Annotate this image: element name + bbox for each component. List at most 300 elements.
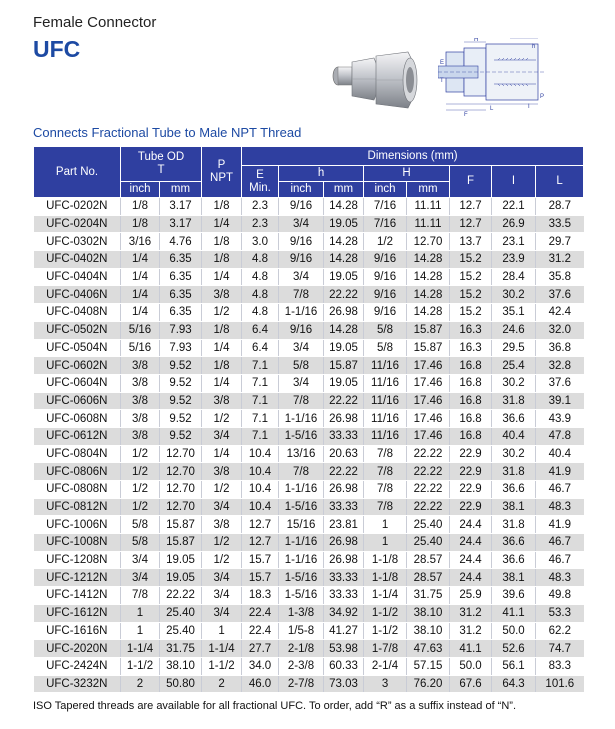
part-number-cell: UFC-0604N	[34, 374, 121, 392]
table-cell: 1/8	[202, 357, 242, 375]
table-cell: 1/8	[202, 251, 242, 269]
col-header-dimensions: Dimensions (mm)	[242, 147, 584, 166]
table-cell: 1-1/16	[279, 481, 324, 499]
table-cell: 9.52	[160, 410, 202, 428]
table-row	[34, 357, 584, 375]
table-cell: 62.2	[536, 622, 584, 640]
table-cell: 12.70	[160, 481, 202, 499]
table-row	[34, 304, 584, 322]
table-row	[34, 675, 584, 693]
table-cell: 3/8	[121, 427, 160, 445]
part-number-cell: UFC-0808N	[34, 481, 121, 499]
table-cell: 26.98	[324, 534, 364, 552]
table-cell: 1	[202, 622, 242, 640]
table-cell: 3/4	[202, 587, 242, 605]
table-cell: 27.7	[242, 640, 279, 658]
table-cell: 6.35	[160, 268, 202, 286]
col-header-tube-od-label: Tube OD	[137, 151, 185, 163]
table-row	[34, 516, 584, 534]
table-cell: 12.70	[160, 498, 202, 516]
table-cell: 24.4	[450, 569, 492, 587]
table-cell: 19.05	[324, 374, 364, 392]
table-cell: 22.9	[450, 498, 492, 516]
table-cell: 50.80	[160, 675, 202, 693]
table-cell: 17.46	[407, 357, 450, 375]
table-cell: 9.52	[160, 374, 202, 392]
table-cell: 1/2	[121, 463, 160, 481]
part-number-cell: UFC-2424N	[34, 657, 121, 675]
table-cell: 1-7/8	[364, 640, 407, 658]
table-cell: 39.1	[536, 392, 584, 410]
table-cell: 36.6	[492, 551, 536, 569]
table-cell: 11.11	[407, 215, 450, 233]
table-cell: 17.46	[407, 427, 450, 445]
table-cell: 33.33	[324, 498, 364, 516]
table-cell: 9/16	[279, 198, 324, 216]
table-cell: 17.46	[407, 410, 450, 428]
table-cell: 5/8	[364, 321, 407, 339]
table-cell: 3/4	[121, 551, 160, 569]
table-cell: 14.28	[407, 286, 450, 304]
table-cell: 53.3	[536, 604, 584, 622]
table-cell: 7/8	[364, 481, 407, 499]
table-cell: 83.3	[536, 657, 584, 675]
table-cell: 1-1/16	[279, 410, 324, 428]
table-cell: 11.11	[407, 198, 450, 216]
table-cell: 42.4	[536, 304, 584, 322]
table-cell: 31.75	[407, 587, 450, 605]
col-header-tube-mm: mm	[160, 182, 202, 198]
table-cell: 1/5-8	[279, 622, 324, 640]
table-cell: 3.0	[242, 233, 279, 251]
table-cell: 10.4	[242, 498, 279, 516]
table-cell: 7/8	[364, 463, 407, 481]
table-row	[34, 569, 584, 587]
table-cell: 22.4	[242, 622, 279, 640]
part-number-cell: UFC-0204N	[34, 215, 121, 233]
table-cell: 35.8	[536, 268, 584, 286]
table-cell: 32.8	[536, 357, 584, 375]
table-cell: 11/16	[364, 374, 407, 392]
table-cell: 30.2	[492, 286, 536, 304]
table-cell: 19.05	[324, 268, 364, 286]
table-cell: 4.76	[160, 233, 202, 251]
table-cell: 31.2	[536, 251, 584, 269]
table-cell: 56.1	[492, 657, 536, 675]
table-cell: 37.6	[536, 374, 584, 392]
table-cell: 3/8	[121, 410, 160, 428]
table-cell: 22.9	[450, 463, 492, 481]
col-header-tube-od	[121, 147, 202, 182]
table-cell: 1-1/8	[364, 569, 407, 587]
product-description: Connects Fractional Tube to Male NPT Thread	[33, 125, 302, 140]
table-cell: 28.57	[407, 569, 450, 587]
table-cell: 74.7	[536, 640, 584, 658]
col-header-tube-inch: inch	[121, 182, 160, 198]
table-cell: 3/8	[202, 516, 242, 534]
part-number-cell: UFC-1412N	[34, 587, 121, 605]
table-cell: 7/8	[279, 286, 324, 304]
table-cell: 38.10	[407, 604, 450, 622]
table-cell: 1/8	[202, 198, 242, 216]
table-cell: 30.2	[492, 445, 536, 463]
table-cell: 1-1/16	[279, 551, 324, 569]
table-cell: 10.4	[242, 463, 279, 481]
table-cell: 1/2	[202, 304, 242, 322]
table-cell: 12.70	[160, 463, 202, 481]
table-cell: 22.22	[407, 481, 450, 499]
table-cell: 1-3/8	[279, 604, 324, 622]
col-header-h-inch: inch	[279, 182, 324, 198]
table-cell: 52.6	[492, 640, 536, 658]
table-cell: 22.22	[324, 392, 364, 410]
part-number-cell: UFC-1008N	[34, 534, 121, 552]
table-cell: 7.1	[242, 427, 279, 445]
table-cell: 1/4	[202, 339, 242, 357]
table-cell: 28.4	[492, 268, 536, 286]
table-cell: 30.2	[492, 374, 536, 392]
table-cell: 1/4	[121, 286, 160, 304]
table-cell: 31.8	[492, 463, 536, 481]
table-cell: 35.1	[492, 304, 536, 322]
table-cell: 25.40	[407, 516, 450, 534]
table-cell: 3/4	[279, 339, 324, 357]
table-cell: 33.33	[324, 569, 364, 587]
table-cell: 41.9	[536, 463, 584, 481]
table-cell: 9/16	[279, 321, 324, 339]
table-cell: 17.46	[407, 392, 450, 410]
table-row	[34, 481, 584, 499]
table-cell: 14.28	[324, 233, 364, 251]
dim-label-I: I	[528, 104, 530, 110]
product-category: Female Connector	[33, 14, 157, 31]
table-cell: 1/8	[121, 198, 160, 216]
table-cell: 31.2	[450, 622, 492, 640]
table-cell: 12.7	[450, 198, 492, 216]
table-cell: 12.70	[160, 445, 202, 463]
table-cell: 57.15	[407, 657, 450, 675]
table-cell: 7/16	[364, 198, 407, 216]
table-cell: 18.3	[242, 587, 279, 605]
table-cell: 12.7	[242, 516, 279, 534]
table-cell: 16.3	[450, 339, 492, 357]
col-header-f: F	[450, 166, 492, 198]
fitting-photo-icon	[330, 46, 420, 114]
table-cell: 26.98	[324, 551, 364, 569]
part-number-cell: UFC-0406N	[34, 286, 121, 304]
table-row	[34, 215, 584, 233]
table-cell: 4.8	[242, 304, 279, 322]
table-cell: 15.7	[242, 551, 279, 569]
table-row	[34, 657, 584, 675]
spec-table	[33, 146, 584, 693]
part-number-cell: UFC-0302N	[34, 233, 121, 251]
table-cell: 31.8	[492, 392, 536, 410]
table-cell: 14.28	[324, 321, 364, 339]
table-cell: 16.8	[450, 374, 492, 392]
table-cell: 5/16	[121, 321, 160, 339]
table-cell: 6.4	[242, 339, 279, 357]
part-number-cell: UFC-1208N	[34, 551, 121, 569]
table-cell: 7.1	[242, 374, 279, 392]
part-number-cell: UFC-0408N	[34, 304, 121, 322]
table-cell: 7.93	[160, 339, 202, 357]
table-cell: 1	[121, 604, 160, 622]
table-cell: 6.35	[160, 286, 202, 304]
table-cell: 41.27	[324, 622, 364, 640]
table-cell: 2.3	[242, 198, 279, 216]
table-cell: 25.40	[160, 622, 202, 640]
table-cell: 9/16	[364, 304, 407, 322]
table-row	[34, 534, 584, 552]
table-cell: 7.1	[242, 392, 279, 410]
table-cell: 101.6	[536, 675, 584, 693]
part-number-cell: UFC-2020N	[34, 640, 121, 658]
table-row	[34, 233, 584, 251]
part-number-cell: UFC-0404N	[34, 268, 121, 286]
col-header-small-h: h	[279, 166, 364, 182]
table-row	[34, 374, 584, 392]
table-cell: 9/16	[279, 233, 324, 251]
part-number-cell: UFC-0602N	[34, 357, 121, 375]
table-cell: 16.8	[450, 427, 492, 445]
table-cell: 15.87	[407, 339, 450, 357]
table-cell: 36.6	[492, 534, 536, 552]
table-cell: 24.4	[450, 551, 492, 569]
table-cell: 1-5/16	[279, 427, 324, 445]
table-cell: 15.87	[160, 534, 202, 552]
table-cell: 25.40	[407, 534, 450, 552]
table-cell: 3	[364, 675, 407, 693]
table-cell: 2-7/8	[279, 675, 324, 693]
col-header-tube-t-label: T	[157, 164, 165, 176]
table-cell: 7/8	[121, 587, 160, 605]
dim-label-H: H	[474, 38, 479, 43]
table-cell: 37.6	[536, 286, 584, 304]
table-cell: 34.92	[324, 604, 364, 622]
dim-label-L: L	[490, 106, 494, 112]
table-cell: 1/2	[121, 445, 160, 463]
table-cell: 20.63	[324, 445, 364, 463]
table-cell: 1-1/2	[364, 604, 407, 622]
table-cell: 5/8	[364, 339, 407, 357]
table-row	[34, 640, 584, 658]
table-cell: 31.75	[160, 640, 202, 658]
table-cell: 25.9	[450, 587, 492, 605]
table-cell: 3/8	[121, 392, 160, 410]
table-cell: 1-1/4	[202, 640, 242, 658]
table-cell: 64.3	[492, 675, 536, 693]
table-cell: 22.22	[324, 463, 364, 481]
table-cell: 26.98	[324, 410, 364, 428]
table-cell: 48.3	[536, 569, 584, 587]
table-row	[34, 445, 584, 463]
table-cell: 3/8	[202, 392, 242, 410]
table-cell: 15/16	[279, 516, 324, 534]
table-cell: 10.4	[242, 445, 279, 463]
table-cell: 15.2	[450, 286, 492, 304]
table-cell: 15.87	[160, 516, 202, 534]
table-cell: 7.93	[160, 321, 202, 339]
table-cell: 41.1	[492, 604, 536, 622]
table-cell: 46.7	[536, 534, 584, 552]
table-cell: 47.8	[536, 427, 584, 445]
table-cell: 1-1/4	[364, 587, 407, 605]
table-cell: 1/2	[202, 551, 242, 569]
table-cell: 2-3/8	[279, 657, 324, 675]
table-cell: 15.2	[450, 268, 492, 286]
table-cell: 9.52	[160, 392, 202, 410]
table-cell: 60.33	[324, 657, 364, 675]
table-cell: 25.4	[492, 357, 536, 375]
table-cell: 47.63	[407, 640, 450, 658]
table-cell: 1/8	[202, 233, 242, 251]
table-cell: 22.1	[492, 198, 536, 216]
table-cell: 38.10	[160, 657, 202, 675]
table-cell: 15.87	[407, 321, 450, 339]
table-cell: 13.7	[450, 233, 492, 251]
part-number-cell: UFC-1612N	[34, 604, 121, 622]
table-cell: 3/8	[121, 374, 160, 392]
part-number-cell: UFC-0812N	[34, 498, 121, 516]
dim-label-F: F	[464, 112, 468, 116]
table-row	[34, 463, 584, 481]
table-cell: 53.98	[324, 640, 364, 658]
table-cell: 1-1/8	[364, 551, 407, 569]
table-cell: 1/2	[364, 233, 407, 251]
table-cell: 33.5	[536, 215, 584, 233]
table-cell: 3/4	[202, 498, 242, 516]
table-cell: 24.6	[492, 321, 536, 339]
table-row	[34, 410, 584, 428]
table-cell: 1/4	[121, 268, 160, 286]
table-cell: 22.9	[450, 481, 492, 499]
part-number-cell: UFC-0402N	[34, 251, 121, 269]
col-header-e-label: E	[256, 168, 264, 181]
table-cell: 76.20	[407, 675, 450, 693]
table-cell: 4.8	[242, 286, 279, 304]
table-row	[34, 198, 584, 216]
table-cell: 36.8	[536, 339, 584, 357]
table-cell: 3/16	[121, 233, 160, 251]
table-cell: 1/8	[202, 321, 242, 339]
table-cell: 7/16	[364, 215, 407, 233]
table-cell: 40.4	[492, 427, 536, 445]
table-cell: 33.33	[324, 587, 364, 605]
col-header-h-mm: mm	[324, 182, 364, 198]
table-cell: 4.8	[242, 268, 279, 286]
table-cell: 9/16	[364, 251, 407, 269]
table-cell: 67.6	[450, 675, 492, 693]
col-header-big-h: H	[364, 166, 450, 182]
table-cell: 1-5/16	[279, 569, 324, 587]
table-row	[34, 551, 584, 569]
table-cell: 16.8	[450, 357, 492, 375]
table-cell: 46.7	[536, 551, 584, 569]
table-cell: 9.52	[160, 427, 202, 445]
table-cell: 3/8	[202, 463, 242, 481]
table-cell: 14.28	[407, 251, 450, 269]
table-cell: 15.2	[450, 304, 492, 322]
table-cell: 46.0	[242, 675, 279, 693]
table-cell: 3/4	[279, 268, 324, 286]
table-cell: 48.3	[536, 498, 584, 516]
footnote: ISO Tapered threads are available for all fractional UFC. To order, add “R” as a suffix instead of “N”.	[33, 700, 517, 712]
part-number-cell: UFC-0202N	[34, 198, 121, 216]
part-number-cell: UFC-0608N	[34, 410, 121, 428]
table-cell: 49.8	[536, 587, 584, 605]
table-cell: 2	[202, 675, 242, 693]
table-cell: 2-1/4	[364, 657, 407, 675]
table-cell: 10.4	[242, 481, 279, 499]
table-cell: 7.1	[242, 357, 279, 375]
part-number-cell: UFC-0806N	[34, 463, 121, 481]
table-cell: 1-1/16	[279, 304, 324, 322]
part-number-cell: UFC-0804N	[34, 445, 121, 463]
table-cell: 26.98	[324, 304, 364, 322]
table-cell: 1/4	[202, 374, 242, 392]
table-cell: 1/2	[121, 498, 160, 516]
table-cell: 22.9	[450, 445, 492, 463]
table-cell: 3.17	[160, 198, 202, 216]
table-cell: 29.7	[536, 233, 584, 251]
table-cell: 1/4	[202, 215, 242, 233]
table-cell: 1-1/2	[202, 657, 242, 675]
part-number-cell: UFC-1616N	[34, 622, 121, 640]
table-cell: 1-1/16	[279, 534, 324, 552]
table-cell: 3/8	[202, 286, 242, 304]
col-header-npt-label: NPT	[210, 172, 234, 184]
table-cell: 3/8	[121, 357, 160, 375]
table-cell: 12.70	[407, 233, 450, 251]
table-cell: 22.22	[407, 498, 450, 516]
table-cell: 19.05	[324, 215, 364, 233]
spec-table-body	[34, 198, 584, 693]
table-cell: 2	[121, 675, 160, 693]
table-cell: 13/16	[279, 445, 324, 463]
table-cell: 1/8	[121, 215, 160, 233]
dim-label-E: E	[440, 60, 445, 66]
table-cell: 11/16	[364, 357, 407, 375]
table-cell: 38.1	[492, 569, 536, 587]
table-cell: 22.22	[160, 587, 202, 605]
table-cell: 1/2	[202, 534, 242, 552]
table-cell: 46.7	[536, 481, 584, 499]
table-cell: 23.9	[492, 251, 536, 269]
col-header-p-label: P	[217, 159, 226, 171]
table-cell: 6.4	[242, 321, 279, 339]
table-cell: 1	[121, 622, 160, 640]
part-number-cell: UFC-0612N	[34, 427, 121, 445]
cross-section-drawing-icon	[438, 38, 548, 116]
table-cell: 1-1/4	[121, 640, 160, 658]
table-cell: 1-1/2	[364, 622, 407, 640]
table-row	[34, 427, 584, 445]
table-cell: 1/2	[202, 481, 242, 499]
table-cell: 19.05	[160, 551, 202, 569]
table-cell: 16.8	[450, 392, 492, 410]
table-cell: 1-1/2	[121, 657, 160, 675]
table-cell: 43.9	[536, 410, 584, 428]
table-cell: 3/4	[121, 569, 160, 587]
col-header-part-no: Part No.	[34, 147, 121, 198]
table-cell: 31.2	[450, 604, 492, 622]
table-cell: 7/8	[279, 392, 324, 410]
table-row	[34, 268, 584, 286]
table-cell: 22.22	[324, 286, 364, 304]
table-cell: 1	[364, 516, 407, 534]
table-cell: 9/16	[364, 286, 407, 304]
